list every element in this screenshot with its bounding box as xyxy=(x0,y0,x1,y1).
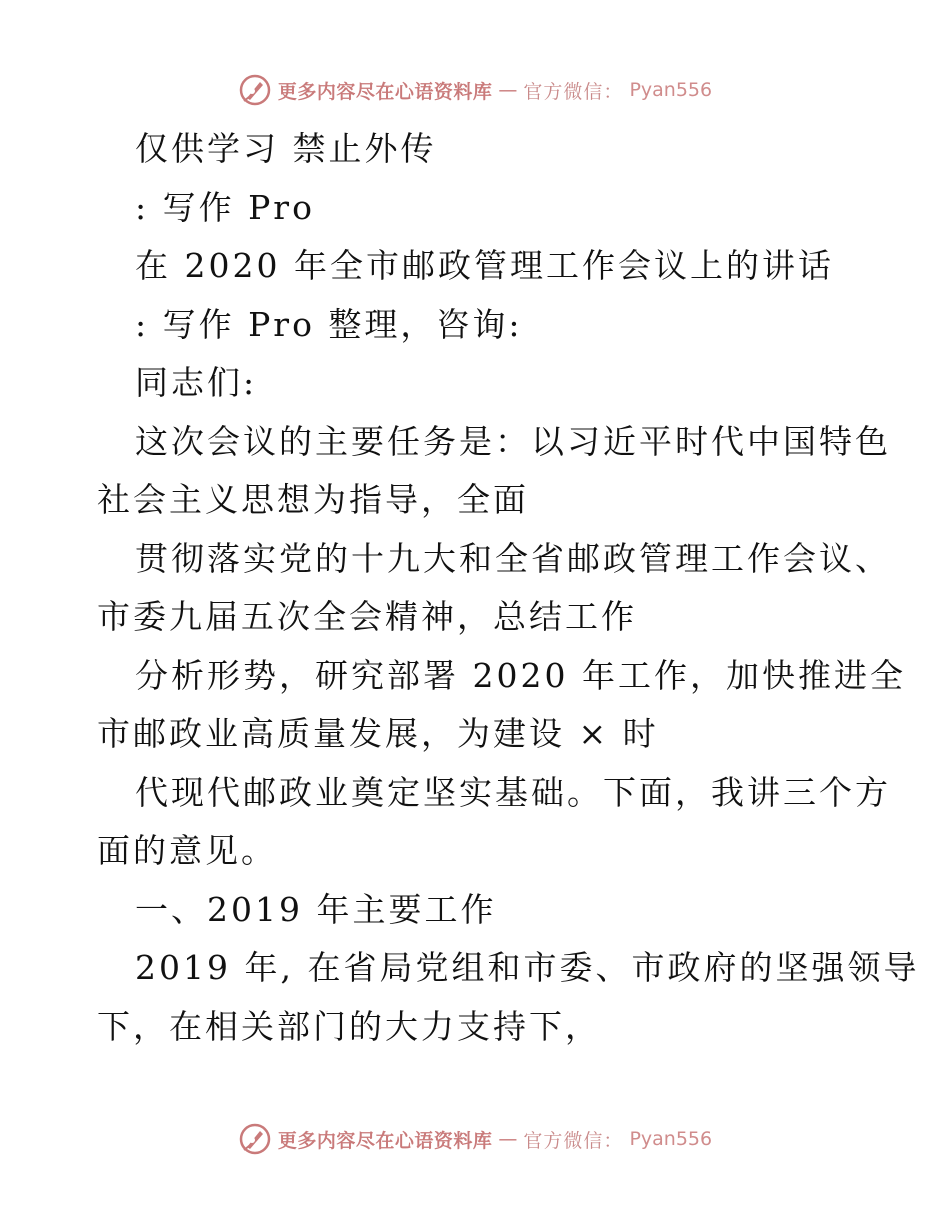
text-line: 2019 年, 在省局党组和市委、市政府的坚强领导 xyxy=(135,948,920,987)
text-line: 市邮政业高质量发展，为建设 × 时 xyxy=(97,714,659,753)
text-line: 代现代邮政业奠定坚实基础。下面，我讲三个方 xyxy=(135,772,891,812)
watermark-separator: — xyxy=(498,79,518,101)
text-line: : 写作 Pro 整理，咨询: xyxy=(135,304,523,344)
text-line: 面的意见。 xyxy=(97,831,277,870)
watermark-text: 更多内容尽在心语资料库 xyxy=(277,80,493,103)
text-line: 仅供学习 禁止外传 xyxy=(135,129,437,168)
quill-logo-icon xyxy=(238,73,272,107)
text-line: 分析形势，研究部署 2020 年工作，加快推进全 xyxy=(135,655,906,695)
watermark-text: 更多内容尽在心语资料库 xyxy=(277,1129,493,1152)
document-body xyxy=(97,120,920,1056)
text-line: 市委九届五次全会精神，总结工作 xyxy=(97,597,637,636)
watermark-wechat-label: 官方微信： xyxy=(523,80,624,103)
text-line: : 写作 Pro xyxy=(135,187,315,227)
watermark-wechat-id: Pyan556 xyxy=(629,1128,713,1150)
watermark-wechat-id: Pyan556 xyxy=(629,79,713,101)
footer-watermark xyxy=(0,1119,950,1159)
text-line: 贯彻落实党的十九大和全省邮政管理工作会议、 xyxy=(135,538,891,578)
header-watermark xyxy=(0,70,950,110)
quill-logo-icon xyxy=(238,1122,272,1156)
text-line: 这次会议的主要任务是：以习近平时代中国特色 xyxy=(135,421,891,461)
section-heading: 一、2019 年主要工作 xyxy=(135,889,497,929)
salutation: 同志们: xyxy=(135,363,258,402)
text-line: 下，在相关部门的大力支持下， xyxy=(97,1006,601,1046)
watermark-separator: — xyxy=(498,1128,518,1150)
watermark-wechat-label: 官方微信： xyxy=(523,1129,624,1152)
document-title: 在 2020 年全市邮政管理工作会议上的讲话 xyxy=(135,246,834,285)
text-line: 社会主义思想为指导，全面 xyxy=(97,480,529,519)
